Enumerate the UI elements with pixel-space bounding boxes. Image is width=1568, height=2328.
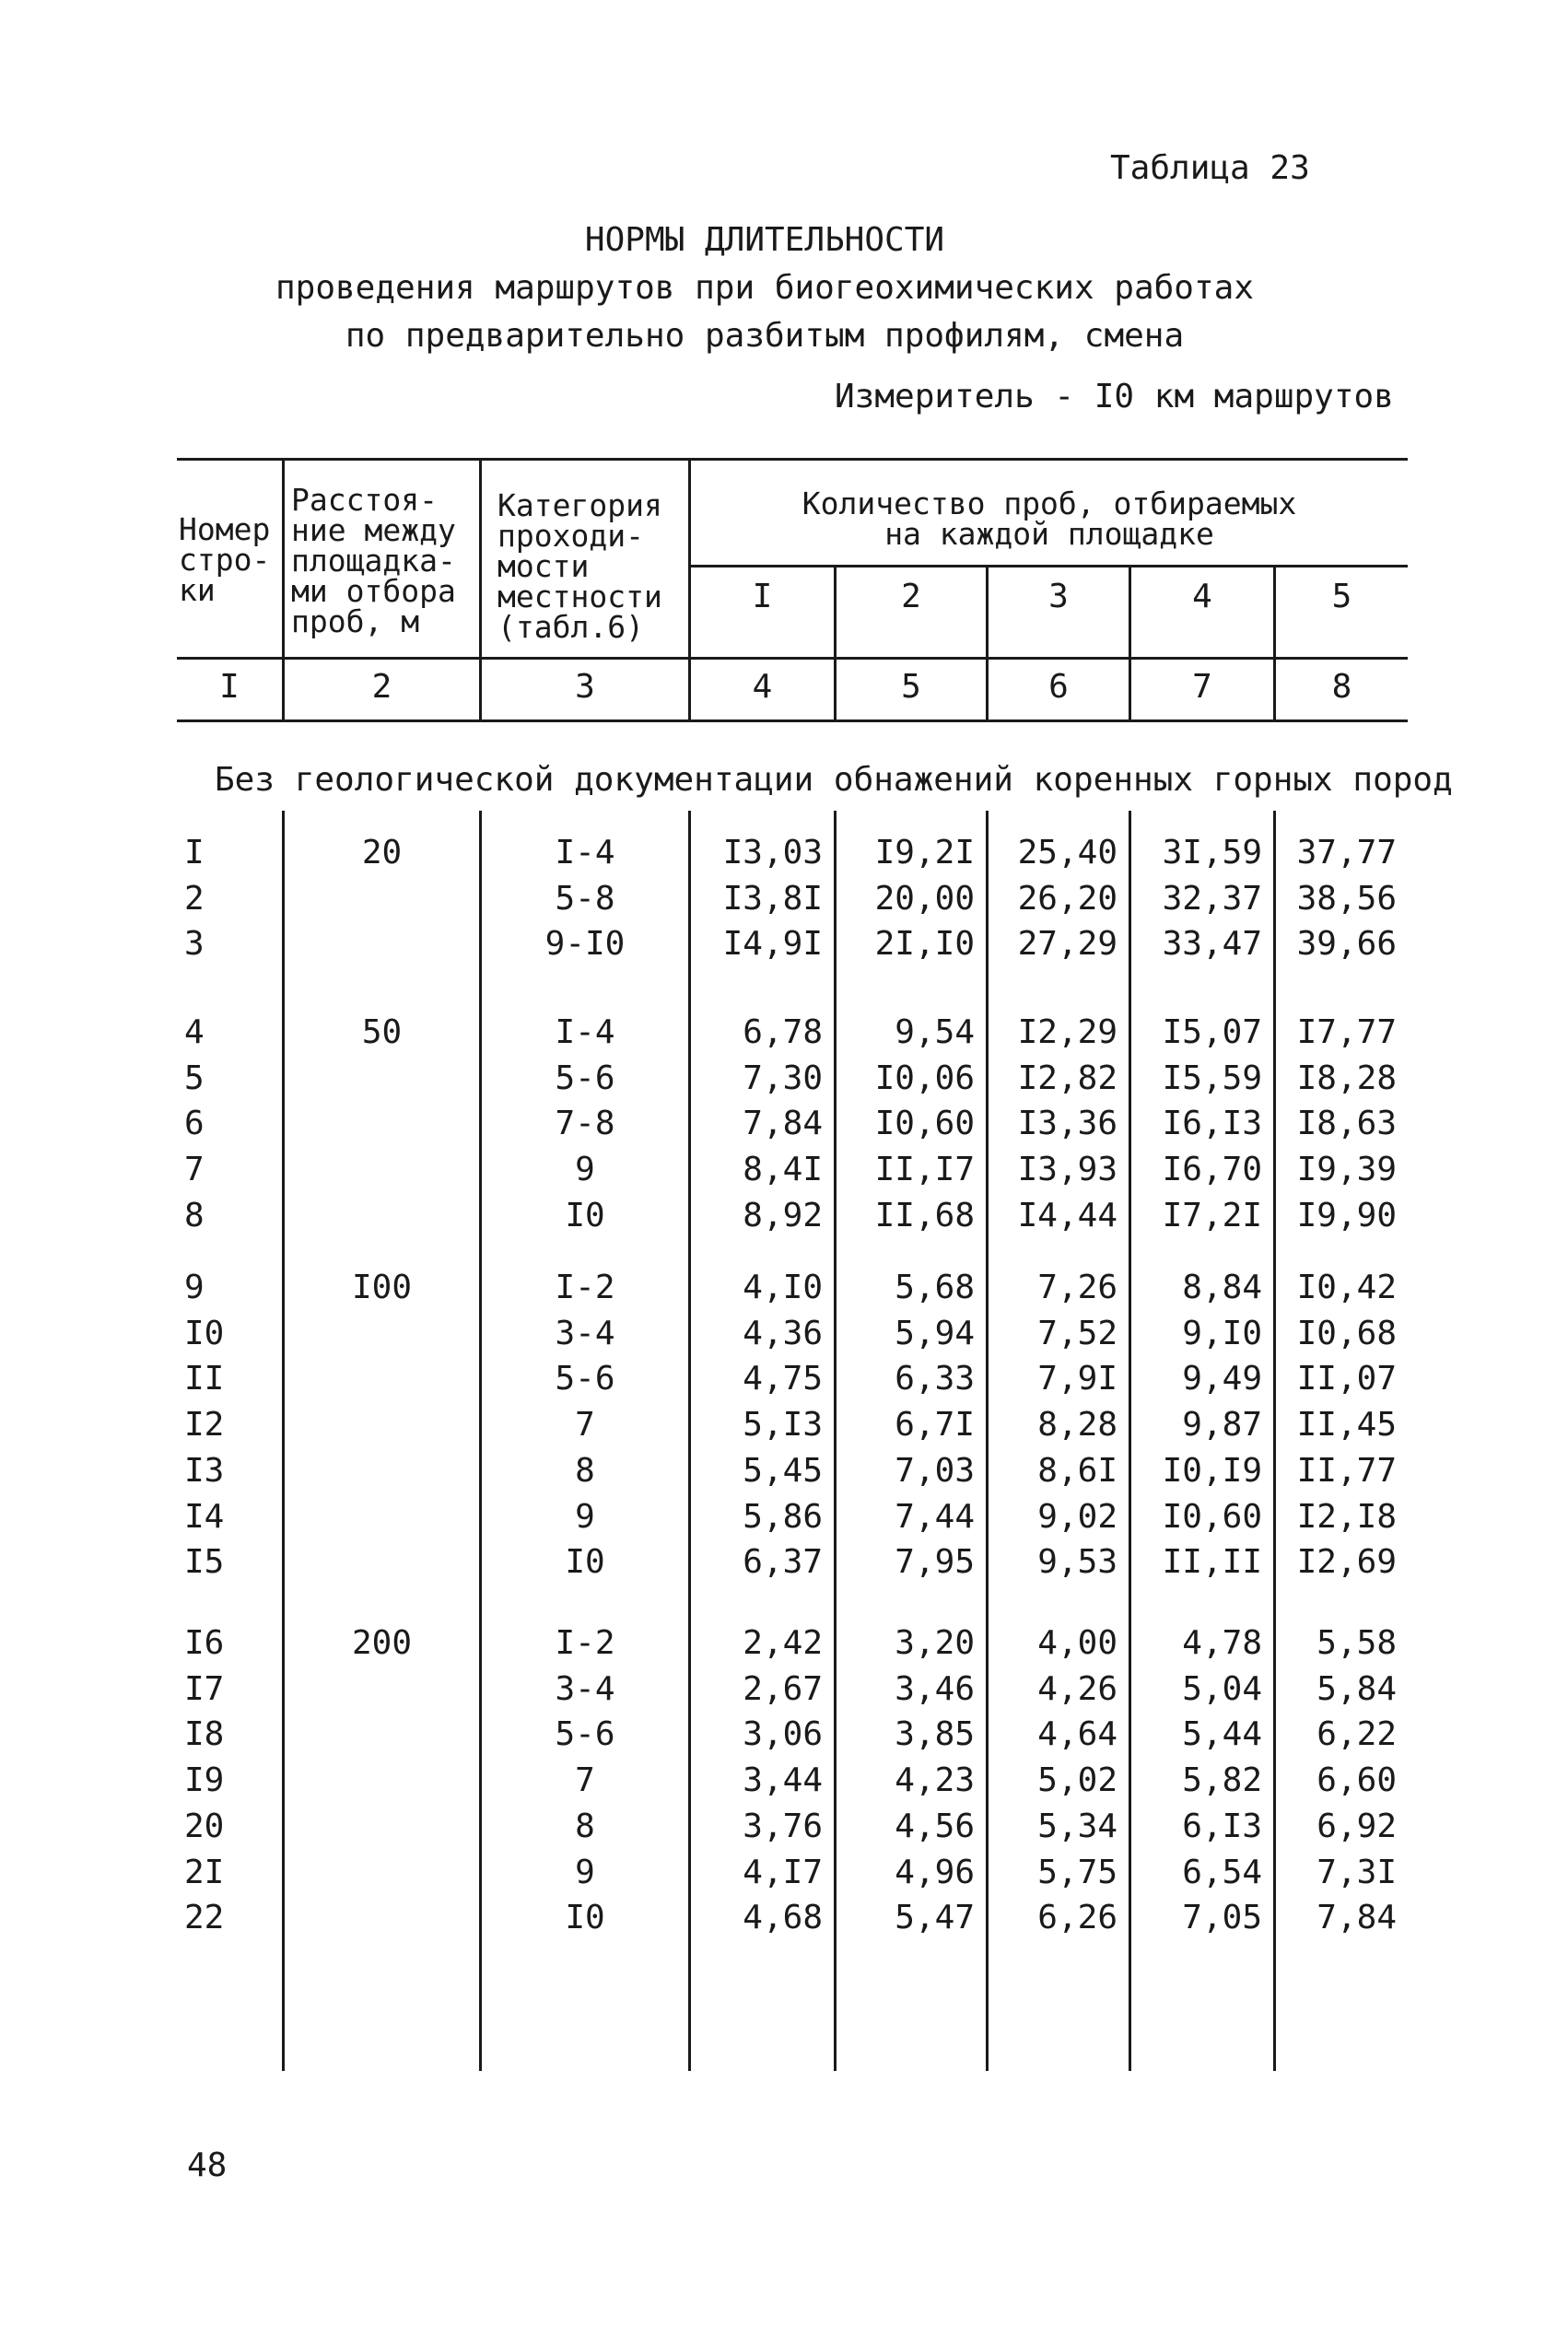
- sample-value: 5,34: [1037, 1807, 1117, 1845]
- category-value: I-2: [555, 1269, 615, 1306]
- body-divider-1: [282, 811, 285, 2071]
- sample-value: 6,7I: [895, 1406, 975, 1444]
- sample-value: 5,94: [895, 1315, 975, 1352]
- page-number: 48: [187, 2147, 228, 2184]
- sample-value: I0,60: [1162, 1498, 1262, 1536]
- sample-value: 4,I0: [743, 1269, 823, 1306]
- category-value: 5-6: [555, 1715, 615, 1753]
- category-value: 9: [575, 1498, 595, 1536]
- sample-value: I4,9I: [722, 925, 823, 963]
- row-number: I3: [184, 1452, 225, 1490]
- sample-value: 9,53: [1037, 1543, 1117, 1581]
- category-value: 3-4: [555, 1670, 615, 1708]
- sample-value: 4,23: [895, 1761, 975, 1799]
- sample-value: 6,60: [1316, 1761, 1397, 1799]
- column-number-8: 8: [1331, 668, 1352, 706]
- header-bottom-rule: [177, 657, 1408, 660]
- row-number: I0: [184, 1315, 225, 1352]
- sample-value: 4,64: [1037, 1715, 1117, 1753]
- row-number: 5: [184, 1059, 205, 1097]
- sample-value: 7,84: [743, 1105, 823, 1142]
- sample-value: 3,85: [895, 1715, 975, 1753]
- sample-value: 9,49: [1182, 1360, 1262, 1398]
- sample-value: 3,76: [743, 1807, 823, 1845]
- sample-value: 4,78: [1182, 1624, 1262, 1662]
- category-value: I-4: [555, 834, 615, 872]
- category-value: 3-4: [555, 1315, 615, 1352]
- sample-value: 38,56: [1296, 880, 1397, 918]
- sample-value: 6,92: [1316, 1807, 1397, 1845]
- sample-value: 5,68: [895, 1269, 975, 1306]
- distance-value: 20: [361, 834, 403, 872]
- sample-value: II,68: [874, 1197, 975, 1234]
- row-number: I7: [184, 1670, 225, 1708]
- row-number: I5: [184, 1543, 225, 1581]
- table-top-rule: [177, 458, 1408, 461]
- sample-value: I7,77: [1296, 1013, 1397, 1051]
- sample-value: 7,95: [895, 1543, 975, 1581]
- sample-value: I5,07: [1162, 1013, 1262, 1051]
- row-number: 2: [184, 880, 205, 918]
- header-distance: Расстоя- ние между площадка- ми отбора проб, м: [291, 482, 456, 639]
- category-value: 8: [575, 1452, 595, 1490]
- sample-value: 5,58: [1316, 1624, 1397, 1662]
- category-value: 9: [575, 1151, 595, 1188]
- sample-value: I3,8I: [722, 880, 823, 918]
- sample-value: I2,82: [1017, 1059, 1117, 1097]
- sample-value: 6,33: [895, 1360, 975, 1398]
- subheader-3: 3: [1048, 578, 1069, 615]
- sample-value: I9,90: [1296, 1197, 1397, 1234]
- sample-value: I0,68: [1296, 1315, 1397, 1352]
- row-number: II: [184, 1360, 225, 1398]
- sample-value: I0,42: [1296, 1269, 1397, 1306]
- sample-value: 7,52: [1037, 1315, 1117, 1352]
- subheader-2: 2: [901, 578, 921, 615]
- header-row-number: Номер стро- ки: [179, 511, 271, 608]
- sample-value: I2,69: [1296, 1543, 1397, 1581]
- sample-value: 8,92: [743, 1197, 823, 1234]
- row-number: 9: [184, 1269, 205, 1306]
- sample-value: 7,30: [743, 1059, 823, 1097]
- category-value: 5-8: [555, 880, 615, 918]
- sample-value: 5,84: [1316, 1670, 1397, 1708]
- sample-value: I7,2I: [1162, 1197, 1262, 1234]
- sample-value: I6,I3: [1162, 1105, 1262, 1142]
- sample-value: 9,54: [895, 1013, 975, 1051]
- column-number-7: 7: [1192, 668, 1212, 706]
- sample-value: 4,56: [895, 1807, 975, 1845]
- header-category: Категория проходи- мости местности (табл.6): [497, 487, 662, 645]
- sample-value: 9,87: [1182, 1406, 1262, 1444]
- sample-value: 7,9I: [1037, 1360, 1117, 1398]
- sample-value: 3,06: [743, 1715, 823, 1753]
- sample-value: 3,20: [895, 1624, 975, 1662]
- table-label: Таблица 23: [1110, 149, 1310, 187]
- sample-value: 8,6I: [1037, 1452, 1117, 1490]
- sample-value: 8,4I: [743, 1151, 823, 1188]
- sample-value: 5,86: [743, 1498, 823, 1536]
- distance-value: I00: [351, 1269, 413, 1306]
- sample-value: I3,93: [1017, 1151, 1117, 1188]
- sample-value: 2,42: [743, 1624, 823, 1662]
- column-number-4: 4: [752, 668, 773, 706]
- row-number: I: [184, 834, 205, 872]
- sample-value: 27,29: [1017, 925, 1117, 963]
- sample-value: 25,40: [1017, 834, 1117, 872]
- numbers-bottom-rule: [177, 719, 1408, 722]
- sample-value: 5,75: [1037, 1854, 1117, 1891]
- sample-value: I8,63: [1296, 1105, 1397, 1142]
- column-number-5: 5: [901, 668, 921, 706]
- sample-value: 37,77: [1296, 834, 1397, 872]
- sample-value: 9,02: [1037, 1498, 1117, 1536]
- sample-value: II,77: [1296, 1452, 1397, 1490]
- sample-value: 2I,I0: [874, 925, 975, 963]
- sample-value: 6,26: [1037, 1899, 1117, 1936]
- unit-note: Измеритель - I0 км маршрутов: [835, 378, 1394, 415]
- sample-value: 9,I0: [1182, 1315, 1262, 1352]
- row-number: I8: [184, 1715, 225, 1753]
- sample-value: 7,03: [895, 1452, 975, 1490]
- sample-value: 8,84: [1182, 1269, 1262, 1306]
- sample-value: 7,05: [1182, 1899, 1262, 1936]
- category-value: I0: [565, 1899, 605, 1936]
- row-number: 8: [184, 1197, 205, 1234]
- sample-value: 7,3I: [1316, 1854, 1397, 1891]
- sample-value: 32,37: [1162, 880, 1262, 918]
- distance-value: 50: [361, 1013, 403, 1051]
- sample-value: 6,78: [743, 1013, 823, 1051]
- sample-value: I2,29: [1017, 1013, 1117, 1051]
- sample-value: I3,03: [722, 834, 823, 872]
- sample-value: I2,I8: [1296, 1498, 1397, 1536]
- sample-value: 4,36: [743, 1315, 823, 1352]
- sample-value: I3,36: [1017, 1105, 1117, 1142]
- sample-value: 6,54: [1182, 1854, 1262, 1891]
- sample-value: 5,02: [1037, 1761, 1117, 1799]
- sample-value: 7,26: [1037, 1269, 1117, 1306]
- column-number-6: 6: [1048, 668, 1069, 706]
- title-line-3: по предварительно разбитым профилям, смена: [345, 317, 1185, 355]
- sample-value: I5,59: [1162, 1059, 1262, 1097]
- subheader-rule: [689, 565, 1408, 567]
- subheader-1: I: [752, 578, 773, 615]
- sample-value: 4,75: [743, 1360, 823, 1398]
- category-value: 9-I0: [544, 925, 626, 963]
- sample-value: 5,47: [895, 1899, 975, 1936]
- sample-value: 26,20: [1017, 880, 1117, 918]
- category-value: I0: [565, 1197, 605, 1234]
- row-number: 7: [184, 1151, 205, 1188]
- header-sample-count: Количество проб, отбираемых на каждой площадке: [802, 485, 1297, 552]
- sample-value: I0,I9: [1162, 1452, 1262, 1490]
- sample-value: II,07: [1296, 1360, 1397, 1398]
- sample-value: 4,26: [1037, 1670, 1117, 1708]
- subheader-5: 5: [1331, 578, 1352, 615]
- sample-value: I0,60: [874, 1105, 975, 1142]
- sample-value: 2,67: [743, 1670, 823, 1708]
- sample-value: 4,96: [895, 1854, 975, 1891]
- subheader-4: 4: [1192, 578, 1212, 615]
- sample-value: 3,46: [895, 1670, 975, 1708]
- category-value: I-2: [555, 1624, 615, 1662]
- section-title: Без геологической документации обнажений коренных горных пород: [215, 761, 1453, 799]
- row-number: I4: [184, 1498, 225, 1536]
- sample-value: I9,39: [1296, 1151, 1397, 1188]
- category-value: 7: [575, 1406, 595, 1444]
- sample-value: II,I7: [874, 1151, 975, 1188]
- row-number: 3: [184, 925, 205, 963]
- sample-value: II,45: [1296, 1406, 1397, 1444]
- sample-value: 4,00: [1037, 1624, 1117, 1662]
- sample-value: 8,28: [1037, 1406, 1117, 1444]
- sample-value: 7,44: [895, 1498, 975, 1536]
- sample-value: II,II: [1162, 1543, 1262, 1581]
- sample-value: 7,84: [1316, 1899, 1397, 1936]
- row-number: 22: [184, 1899, 225, 1936]
- sample-value: I8,28: [1296, 1059, 1397, 1097]
- category-value: I0: [565, 1543, 605, 1581]
- sample-value: 5,82: [1182, 1761, 1262, 1799]
- sample-value: I6,70: [1162, 1151, 1262, 1188]
- sample-value: 3I,59: [1162, 834, 1262, 872]
- sample-value: 39,66: [1296, 925, 1397, 963]
- category-value: I-4: [555, 1013, 615, 1051]
- row-number: 2I: [184, 1854, 225, 1891]
- sample-value: 33,47: [1162, 925, 1262, 963]
- sample-value: 4,68: [743, 1899, 823, 1936]
- row-number: 4: [184, 1013, 205, 1051]
- sample-value: 6,I3: [1182, 1807, 1262, 1845]
- sample-value: 20,00: [874, 880, 975, 918]
- sample-value: 3,44: [743, 1761, 823, 1799]
- sample-value: I0,06: [874, 1059, 975, 1097]
- category-value: 7: [575, 1761, 595, 1799]
- sample-value: I4,44: [1017, 1197, 1117, 1234]
- row-number: 20: [184, 1807, 225, 1845]
- sample-value: 5,44: [1182, 1715, 1262, 1753]
- sample-value: 6,37: [743, 1543, 823, 1581]
- sample-value: 5,I3: [743, 1406, 823, 1444]
- sample-value: 5,04: [1182, 1670, 1262, 1708]
- column-number-3: 3: [575, 668, 595, 706]
- category-value: 8: [575, 1807, 595, 1845]
- sample-value: 6,22: [1316, 1715, 1397, 1753]
- sample-value: 4,I7: [743, 1854, 823, 1891]
- column-number-1: I: [219, 668, 240, 706]
- category-value: 5-6: [555, 1059, 615, 1097]
- row-number: 6: [184, 1105, 205, 1142]
- sample-value: I9,2I: [874, 834, 975, 872]
- column-number-2: 2: [371, 668, 392, 706]
- row-number: I6: [184, 1624, 225, 1662]
- category-value: 9: [575, 1854, 595, 1891]
- row-number: I2: [184, 1406, 225, 1444]
- row-number: I9: [184, 1761, 225, 1799]
- category-value: 5-6: [555, 1360, 615, 1398]
- title-line-1: НОРМЫ ДЛИТЕЛЬНОСТИ: [584, 221, 945, 259]
- title-line-2: проведения маршрутов при биогеохимических работах: [275, 269, 1255, 307]
- sample-value: 5,45: [743, 1452, 823, 1490]
- distance-value: 200: [351, 1624, 413, 1662]
- category-value: 7-8: [555, 1105, 615, 1142]
